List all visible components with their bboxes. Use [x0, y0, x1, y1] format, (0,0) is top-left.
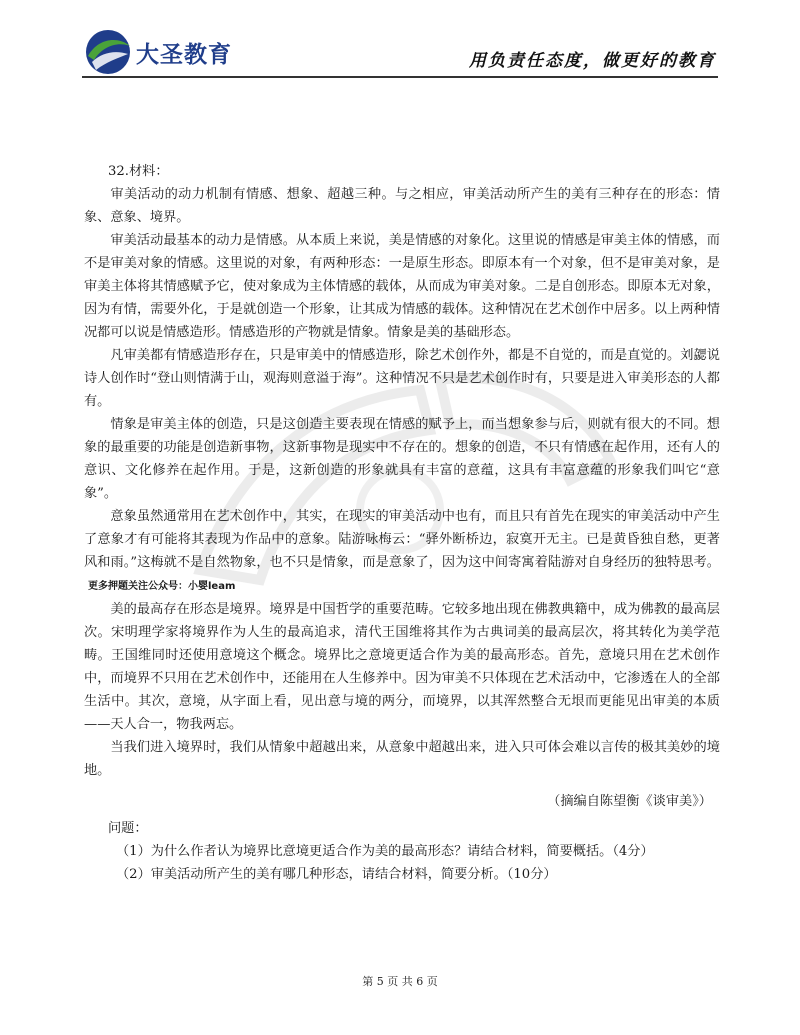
paragraph: 审美活动最基本的动力是情感。从本质上来说，美是情感的对象化。这里说的情感是审美主体的情感，而不是审美对象的情感。这里说的对象，有两种形态：一是原生形态。即原本有一个对象，但不是审美对象，是审美主体将其情感赋予它，使对象成为主体情感的载体，从而成为审美对象。二是自创形态。即原本无对象，因为有情，需要外化，于是就创造一个形象，让其成为情感的载体。这种情况在艺术创作中居多。以上两种情况都可以说是情感造形。情感造形的产物就是情象。情象是美的基础形态。 [84, 233, 720, 340]
page-header [0, 0, 800, 80]
paragraph: 凡审美都有情感造形存在，只是审美中的情感造形，除艺术创作外，都是不自觉的，而是直觉的。刘勰说诗人创作时“登山则情满于山，观海则意溢于海”。这种情况不只是艺术创作时有，只要是进入审美形态的人都有。 [84, 348, 720, 409]
question-body [84, 160, 720, 886]
paragraph-text: 意象虽然通常用在艺术创作中，其实，在现实的审美活动中也有，而且只有首先在现实的审美活动中产生了意象才有可能将其表现为作品中的意象。陆游咏梅云：“驿外断桥边，寂寞开无主。已是黄昏独自愁，更著风和雨。”这梅就不是自然物象，也不只是情象，而是意象了，因为这中间寄寓着陆游对自身经历的独特思考。 [84, 509, 720, 570]
sub-question: （2）审美活动所产生的美有哪几种形态，请结合材料，简要分析。（10分） [116, 867, 557, 882]
header-slogan: 用负责任态度，做更好的教育 [469, 51, 716, 71]
sub-question: （1）为什么作者认为境界比意境更适合作为美的最高形态？请结合材料，简要概括。（4分） [116, 844, 654, 859]
paragraph: 当我们进入境界时，我们从情象中超越出来，从意象中超越出来，进入只可体会难以言传的极其美妙的境地。 [84, 740, 720, 778]
question-label: 32.材料： [108, 164, 169, 179]
paragraph: 美的最高存在形态是境界。境界是中国哲学的重要范畴。它较多地出现在佛教典籍中，成为佛教的最高层次。宋明理学家将境界作为人生的最高追求，清代王国维将其作为古典词美的最高层次，将其转化为美学范畴。王国维同时还使用意境这个概念。境界比之意境更适合作为美的最高形态。首先，意境只用在艺术创作中，而境界不只用在艺术创作中，还能用在人生修养中。因为审美不只体现在艺术活动中，它渗透在人的全部生活中。其次，意境，从字面上看，见出意与境的两分，而境界，以其浑然整合无垠而更能见出审美的本质——天人合一，物我两忘。 [84, 602, 720, 732]
questions-label: 问题： [108, 821, 148, 836]
promo-text: 更多押题关注公众号：小婴leam [88, 581, 236, 592]
brand-name: 大圣教育 [136, 42, 232, 68]
source-citation: （摘编自陈望衡《谈审美》） [547, 794, 712, 809]
brand-logo-icon [84, 28, 132, 76]
header-divider [82, 76, 718, 78]
paragraph [84, 505, 720, 598]
paragraph: 审美活动的动力机制有情感、想象、超越三种。与之相应，审美活动所产生的美有三种存在的形态：情象、意象、境界。 [84, 187, 720, 225]
paragraph: 情象是审美主体的创造，只是这创造主要表现在情感的赋予上，而当想象参与后，则就有很大的不同。想象的最重要的功能是创造新事物，这新事物是现实中不存在的。想象的创造，不只有情感在起作用，还有人的意识、文化修养在起作用。于是，这新创造的形象就具有丰富的意蕴，这具有丰富意蕴的形象我们叫它“意象”。 [84, 417, 720, 501]
page-number: 第 5 页 共 6 页 [362, 975, 438, 988]
